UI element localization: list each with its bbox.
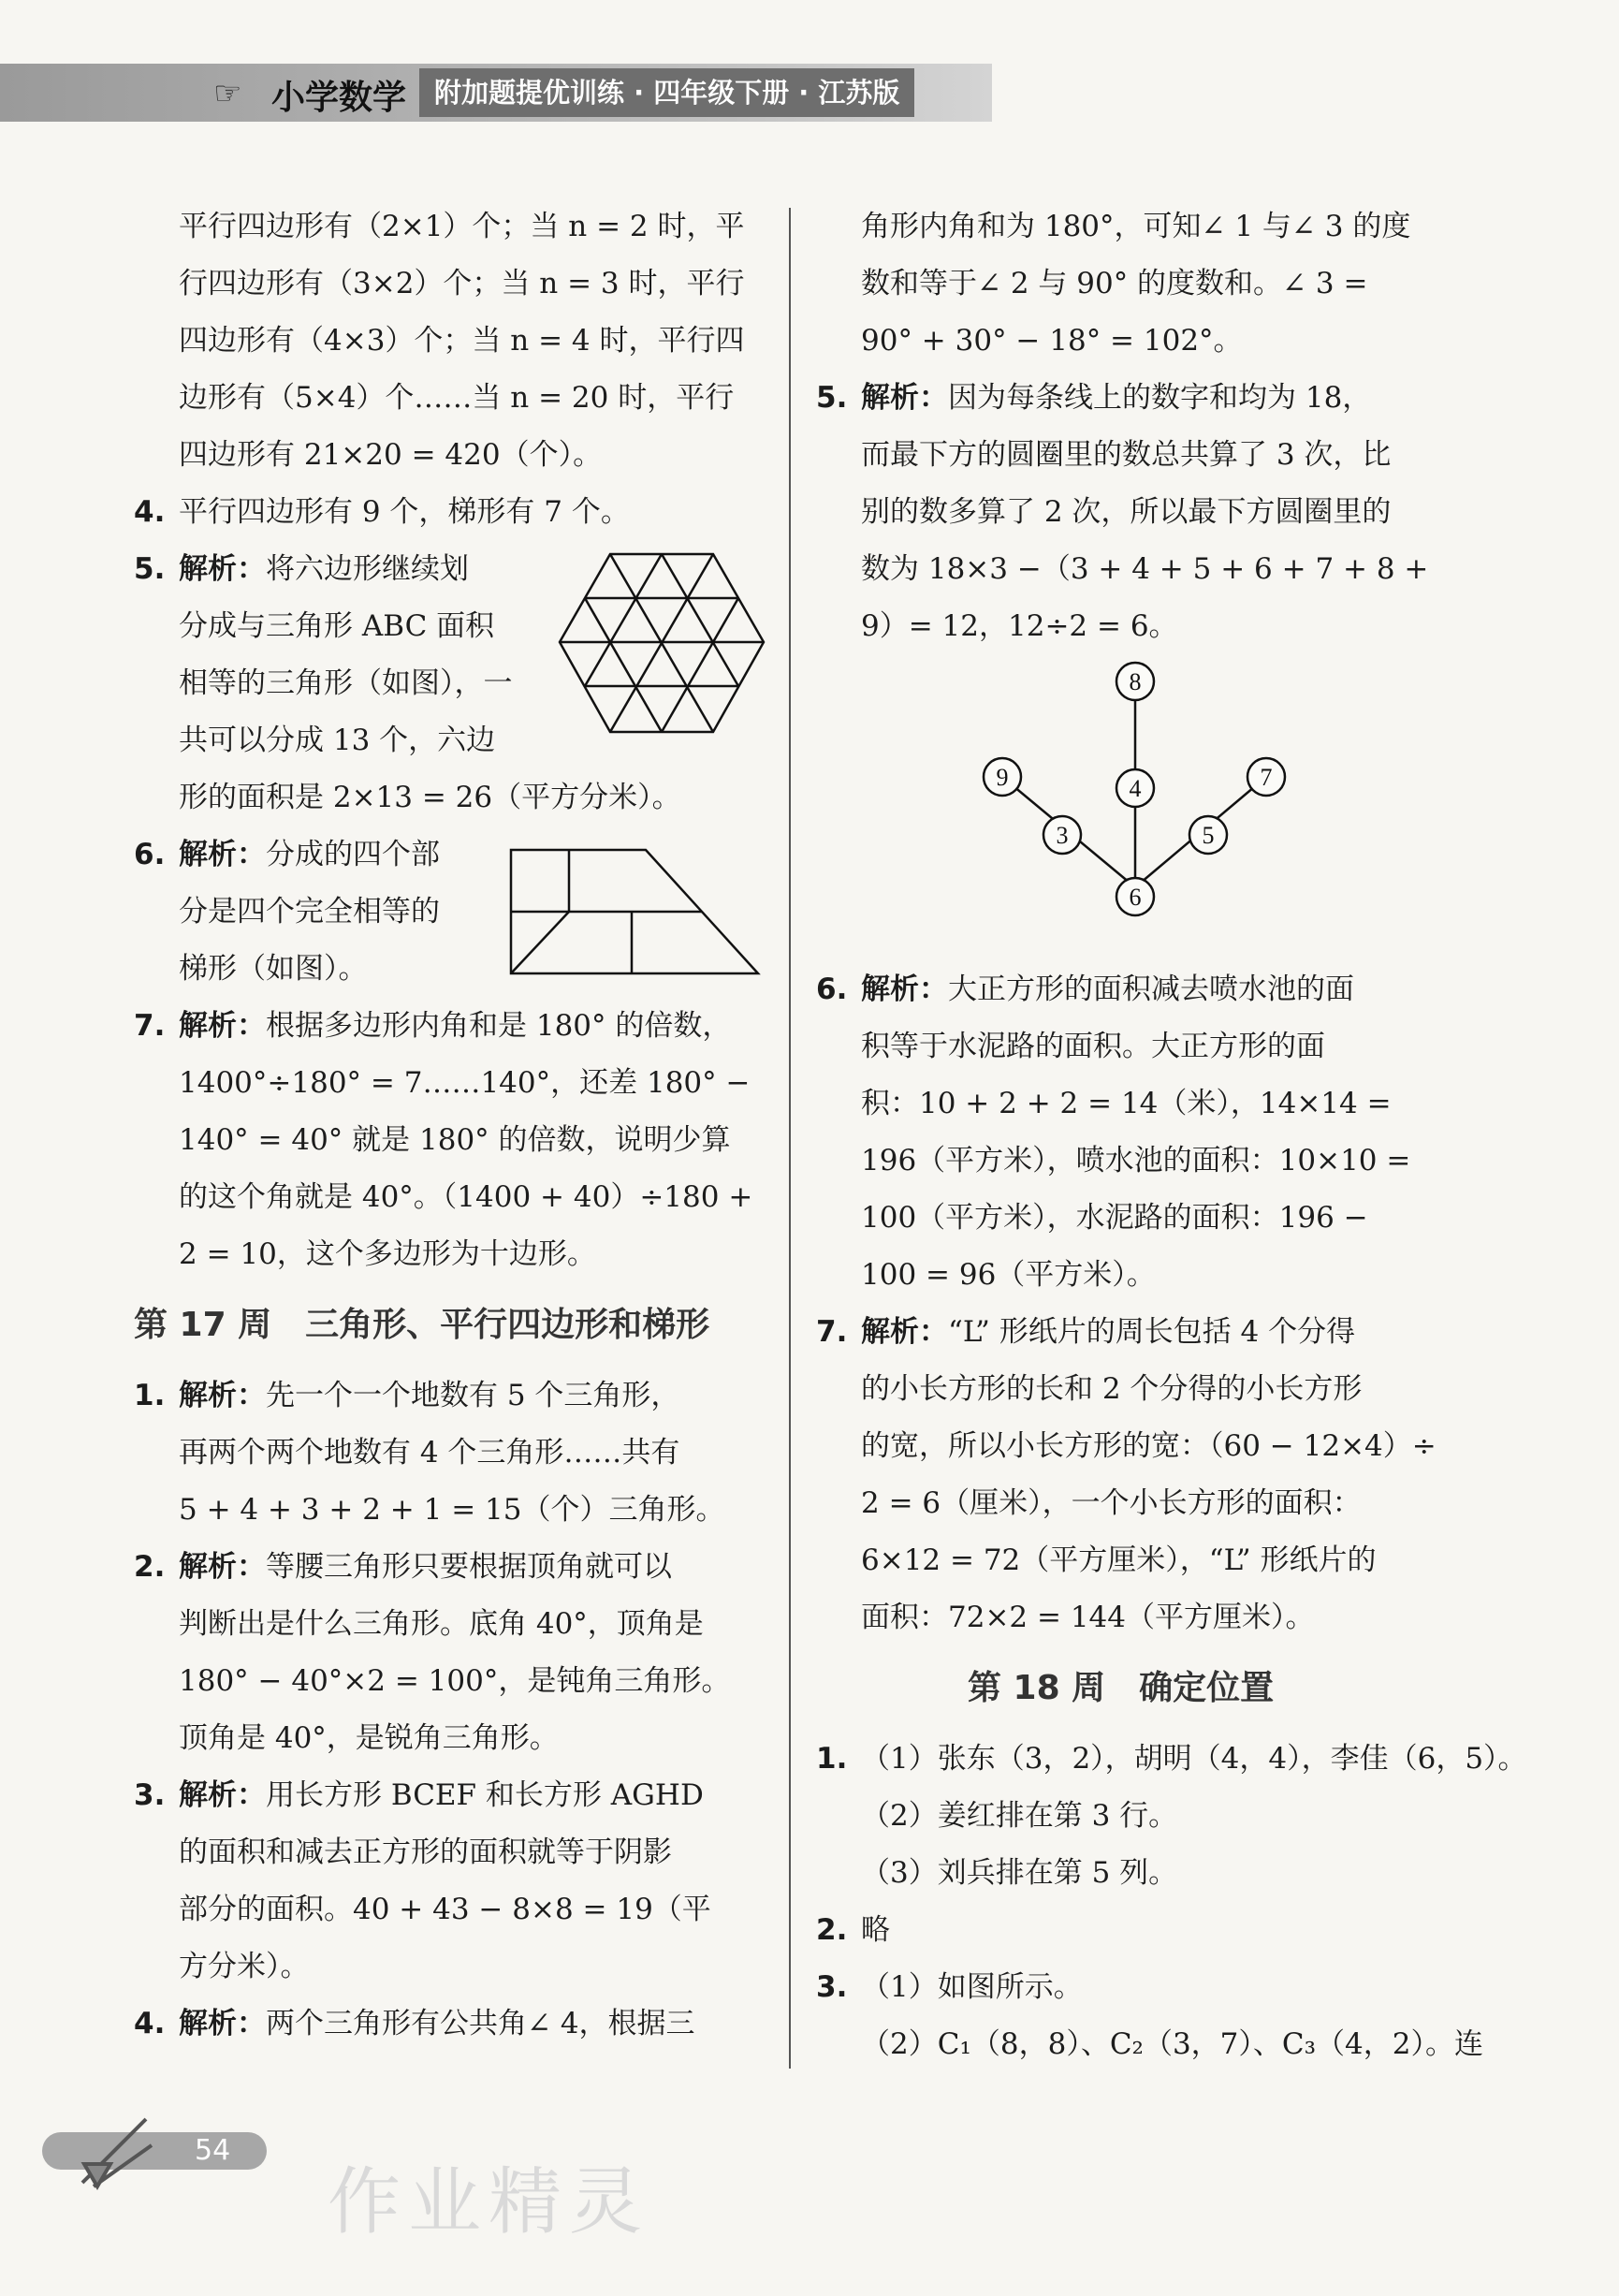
analysis-label: 解析：	[179, 1778, 266, 1812]
item-1	[816, 1731, 1527, 1788]
item-2	[816, 1902, 1443, 1959]
item-7	[816, 1304, 1443, 1361]
item-text: 平行四边形有 9 个，梯形有 7 个。	[179, 495, 630, 529]
item-text: 将六边形继续划	[266, 552, 469, 586]
text-line: 共可以分成 13 个，六边	[179, 724, 496, 757]
analysis-label: 解析：	[179, 1379, 266, 1412]
item-text: 略	[861, 1913, 890, 1947]
text-line: 梯形（如图）。	[179, 952, 368, 986]
text-line: 数和等于∠ 2 与 90° 的度数和。∠ 3 =	[861, 267, 1368, 300]
item-number: 5.	[816, 381, 848, 415]
text-line: （2）C₁（8，8）、C₂（3，7）、C₃（4，2）。连	[861, 2027, 1483, 2061]
analysis-label: 解析：	[861, 1315, 948, 1349]
analysis-label: 解析：	[861, 381, 948, 415]
item-number: 2.	[816, 1913, 848, 1947]
right-column	[816, 198, 1527, 2073]
text-line: 的这个角就是 40°。（1400 + 40）÷180 +	[179, 1180, 753, 1214]
item-number: 3.	[134, 1778, 166, 1812]
node-label: 9	[996, 764, 1009, 791]
item-4	[134, 484, 761, 541]
analysis-label: 解析：	[179, 1550, 266, 1584]
item-text: 用长方形 BCEF 和长方形 AGHD	[266, 1778, 704, 1812]
analysis-label: 解析：	[179, 2007, 266, 2040]
item-text: 根据多边形内角和是 180° 的倍数，	[266, 1009, 732, 1043]
item-number: 1.	[134, 1379, 166, 1412]
analysis-label: 解析：	[179, 838, 266, 871]
item-number: 7.	[816, 1315, 848, 1349]
node-label: 4	[1129, 775, 1142, 802]
item-text: （1）张东（3，2），胡明（4，4），李佳（6，5）。	[861, 1742, 1527, 1776]
text-line: 分是四个完全相等的	[179, 895, 440, 929]
node-label: 5	[1202, 822, 1215, 849]
pencil-ruler-icon	[73, 2108, 157, 2192]
item-number: 2.	[134, 1550, 166, 1584]
item-number: 4.	[134, 495, 166, 529]
text-line: 的宽，所以小长方形的宽：（60 − 12×4）÷	[861, 1429, 1437, 1463]
analysis-label: 解析：	[179, 552, 266, 586]
text-line: 180° − 40°×2 = 100°，是钝角三角形。	[179, 1664, 731, 1698]
text-line: 四边形有 21×20 = 420（个）。	[179, 438, 603, 472]
item-3	[816, 1959, 1443, 2016]
text-line: 积：10 + 2 + 2 = 14（米），14×14 =	[861, 1087, 1392, 1120]
text-line: （3）刘兵排在第 5 列。	[861, 1856, 1178, 1890]
item-number: 5.	[134, 552, 166, 586]
text-line: 四边形有（4×3）个；当 n = 4 时，平行四	[179, 324, 745, 358]
text-line: 的小长方形的长和 2 个分得的小长方形	[861, 1372, 1363, 1406]
text-line: 行四边形有（3×2）个；当 n = 3 时，平行	[179, 267, 745, 300]
section-heading-week-17: 第 17 周 三角形、平行四边形和梯形	[134, 1306, 710, 1344]
text-line: 而最下方的圆圈里的数总共算了 3 次，比	[861, 438, 1392, 472]
item-text: 等腰三角形只要根据顶角就可以	[266, 1550, 672, 1584]
text-line: 5 + 4 + 3 + 2 + 1 = 15（个）三角形。	[179, 1493, 725, 1527]
analysis-label: 解析：	[179, 1009, 266, 1043]
item-text: 先一个一个地数有 5 个三角形，	[266, 1379, 680, 1412]
text-line: 196（平方米），喷水池的面积：10×10 =	[861, 1144, 1411, 1177]
text-line: 9）= 12，12÷2 = 6。	[861, 609, 1178, 643]
text-line: 相等的三角形（如图），一	[179, 666, 513, 700]
text-line: 方分米）。	[179, 1950, 310, 1983]
item-text: 大正方形的面积减去喷水池的面	[948, 973, 1354, 1006]
text-line: 面积：72×2 = 144（平方厘米）。	[861, 1601, 1315, 1634]
text-line: 140° = 40° 就是 180° 的倍数，说明少算	[179, 1123, 731, 1157]
section-heading-week-18: 第 18 周 确定位置	[968, 1669, 1275, 1707]
pointing-hand-icon: ☞	[213, 75, 242, 112]
item-text: 分成的四个部	[266, 838, 440, 871]
analysis-label: 解析：	[861, 973, 948, 1006]
text-line: 2 = 10，这个多边形为十边形。	[179, 1237, 596, 1271]
item-3	[134, 1767, 761, 1824]
text-line: 数为 18×3 −（3 + 4 + 5 + 6 + 7 + 8 +	[861, 552, 1429, 586]
item-number: 4.	[134, 2007, 166, 2040]
page-number: 54	[195, 2134, 231, 2167]
header-subject: 小学数学	[271, 79, 407, 117]
hexagon-triangles-figure	[554, 550, 769, 738]
node-label: 8	[1129, 668, 1142, 695]
item-1	[134, 1367, 761, 1425]
text-line: 积等于水泥路的面积。大正方形的面	[861, 1030, 1325, 1063]
column-divider	[789, 208, 791, 2069]
text-line: 平行四边形有（2×1）个；当 n = 2 时，平	[179, 210, 745, 243]
text-line: 2 = 6（厘米），一个小长方形的面积：	[861, 1486, 1362, 1520]
text-line: 6×12 = 72（平方厘米），“L” 形纸片的	[861, 1543, 1377, 1577]
text-line: 形的面积是 2×13 = 26（平方分米）。	[179, 781, 681, 814]
item-2	[134, 1539, 761, 1596]
item-text: 两个三角形有公共角∠ 4，根据三	[266, 2007, 695, 2040]
item-text: （1）如图所示。	[861, 1970, 1083, 2004]
text-line: 别的数多算了 2 次，所以最下方圆圈里的	[861, 495, 1392, 529]
item-4	[134, 1996, 761, 2053]
item-number: 1.	[816, 1742, 848, 1776]
text-line: 再两个两个地数有 4 个三角形……共有	[179, 1436, 680, 1470]
item-number: 3.	[816, 1970, 848, 2004]
text-line: 100（平方米），水泥路的面积：196 −	[861, 1201, 1368, 1235]
item-text: 因为每条线上的数字和均为 18，	[948, 381, 1372, 415]
text-line: 1400°÷180° = 7……140°，还差 180° −	[179, 1066, 751, 1100]
trapezoid-division-figure	[507, 846, 762, 977]
item-7	[134, 998, 761, 1055]
item-5	[816, 370, 1443, 427]
text-line: 顶角是 40°，是锐角三角形。	[179, 1721, 559, 1755]
left-column	[134, 198, 761, 2053]
item-6	[816, 961, 1443, 1018]
text-line: 90° + 30° − 18° = 102°。	[861, 324, 1243, 358]
node-label: 6	[1129, 884, 1142, 911]
node-label: 3	[1056, 822, 1069, 849]
text-line: 100 = 96（平方米）。	[861, 1258, 1156, 1292]
item-number: 6.	[134, 838, 166, 871]
node-label: 7	[1260, 764, 1273, 791]
text-line: 部分的面积。40 + 43 − 8×8 = 19（平	[179, 1893, 711, 1926]
item-number: 6.	[816, 973, 848, 1006]
number-tree-figure	[969, 655, 1296, 936]
header-series: 附加题提优训练 · 四年级下册 · 江苏版	[419, 68, 914, 117]
text-line: 判断出是什么三角形。底角 40°，顶角是	[179, 1607, 704, 1641]
text-line: 角形内角和为 180°，可知∠ 1 与∠ 3 的度	[861, 210, 1411, 243]
item-text: “L” 形纸片的周长包括 4 个分得	[948, 1315, 1356, 1349]
text-line: 的面积和减去正方形的面积就等于阴影	[179, 1835, 672, 1869]
text-line: （2）姜红排在第 3 行。	[861, 1799, 1178, 1833]
text-line: 边形有（5×4）个……当 n = 20 时，平行	[179, 381, 735, 415]
watermark: 作业精灵	[328, 2160, 650, 2245]
item-number: 7.	[134, 1009, 166, 1043]
text-line: 分成与三角形 ABC 面积	[179, 609, 495, 643]
